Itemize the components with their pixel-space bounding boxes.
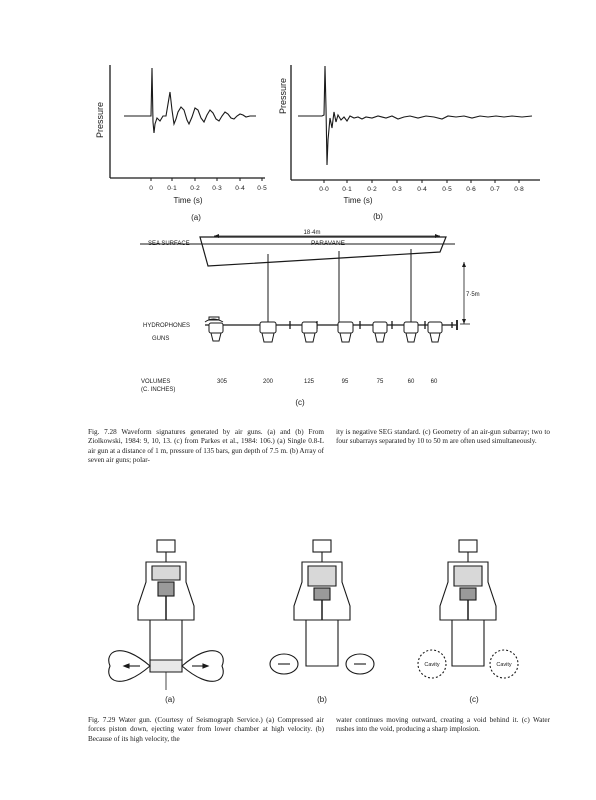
panel-b-tick: 0·5 (442, 186, 452, 193)
panel-b-tick: 0·6 (466, 186, 476, 193)
panel-a-tick: 0·3 (212, 185, 222, 192)
air-gun (428, 322, 442, 342)
cavity-label: Cavity (424, 662, 440, 668)
width-label: 18·4m (303, 230, 321, 236)
air-gun (373, 322, 387, 342)
air-gun (338, 322, 353, 342)
fig729-label-a: (a) (165, 695, 175, 704)
volumes-unit-label: (C. INCHES) (141, 387, 176, 393)
volumes-label: VOLUMES (141, 379, 171, 385)
fig728-caption-right: ity is negative SEG standard. (c) Geometry of an air-gun subarray; two to four subarrays separated by 10 to 50 m are often used simultaneously. (336, 428, 550, 446)
cavity-label: Cavity (496, 662, 512, 668)
panel-b-tick: 0·3 (392, 186, 402, 193)
panel-b-xlabel: Time (s) (343, 196, 373, 205)
air-gun (209, 323, 223, 341)
panel-b (291, 65, 540, 183)
gun-head (157, 540, 175, 552)
panel-b-tick: 0·4 (417, 186, 427, 193)
panel-b-tick: 0·7 (490, 186, 500, 193)
panel-a-tick: 0 (149, 185, 153, 192)
air-gun (260, 322, 276, 342)
panel-b-ylabel: Pressure (278, 77, 288, 115)
fig729-label-b: (b) (317, 695, 327, 704)
sea-surface-label: SEA SURFACE (148, 241, 190, 247)
air-gun (404, 322, 418, 342)
panel-c-label: (c) (295, 398, 305, 407)
panel-b-tick: 0·2 (367, 186, 377, 193)
panel-a-tick: 0·5 (257, 185, 267, 192)
cable-float (209, 317, 219, 320)
panel-a (110, 65, 265, 181)
gun-volume: 75 (376, 379, 384, 385)
air-gun (302, 322, 317, 342)
panel-a-tick: 0·2 (190, 185, 200, 192)
panel-b-label: (b) (373, 212, 383, 221)
water-gun-c (418, 540, 518, 678)
panel-c (140, 234, 470, 330)
gun-volume: 305 (216, 379, 228, 385)
piston (158, 582, 174, 596)
fig729-caption-right: water continues moving outward, creating a void behind it. (c) Water rushes into the void, producing a sharp implosion. (336, 716, 550, 734)
hydrophones-label: HYDROPHONES (143, 323, 191, 329)
gun-volume: 200 (262, 379, 274, 385)
water-chamber (150, 620, 182, 660)
gun-volume: 60 (430, 379, 438, 385)
air-chamber (152, 566, 180, 580)
depth-arrow-head (462, 262, 466, 267)
gun-volume: 60 (407, 379, 415, 385)
depth-label: 7·5m (466, 292, 480, 298)
fig729-caption-left: Fig. 7.29 Water gun. (Courtesy of Seismograph Service.) (a) Compressed air forces piston down, ejecting water from lower chamber at high velocity. (b) Because of its high velocity, the (88, 716, 324, 743)
guns-label: GUNS (152, 336, 170, 342)
panel-a-xlabel: Time (s) (173, 196, 203, 205)
gun-volume: 95 (341, 379, 349, 385)
panel-b-waveform (298, 66, 532, 165)
fig728-caption-left: Fig. 7.28 Waveform signatures generated by air guns. (a) and (b) From Ziolkowski, 1984: 9, 10, 13. (c) from Parkes et al., 1984: 106.) (a) Single 0.8-L air gun at a distance of 1 m, pressure of 135 bars, gun depth of 7.5 m. (b) Array of seven air guns; polar- (88, 428, 324, 465)
panel-b-tick: 0·0 (319, 186, 329, 193)
depth-arrow-head (462, 319, 466, 324)
fig729-label-c: (c) (469, 695, 479, 704)
water-gun-b (270, 540, 374, 674)
panel-a-ylabel: Pressure (95, 101, 105, 139)
panel-a-tick: 0·1 (167, 185, 177, 192)
gun-volume: 125 (303, 379, 315, 385)
water-gun-a (109, 540, 223, 690)
panel-b-tick: 0·8 (514, 186, 524, 193)
panel-a-tick: 0·4 (235, 185, 245, 192)
paravane-label: PARAVANE (311, 240, 345, 247)
panel-a-waveform (124, 68, 256, 133)
panel-a-label: (a) (191, 213, 201, 222)
panel-b-tick: 0·1 (342, 186, 352, 193)
